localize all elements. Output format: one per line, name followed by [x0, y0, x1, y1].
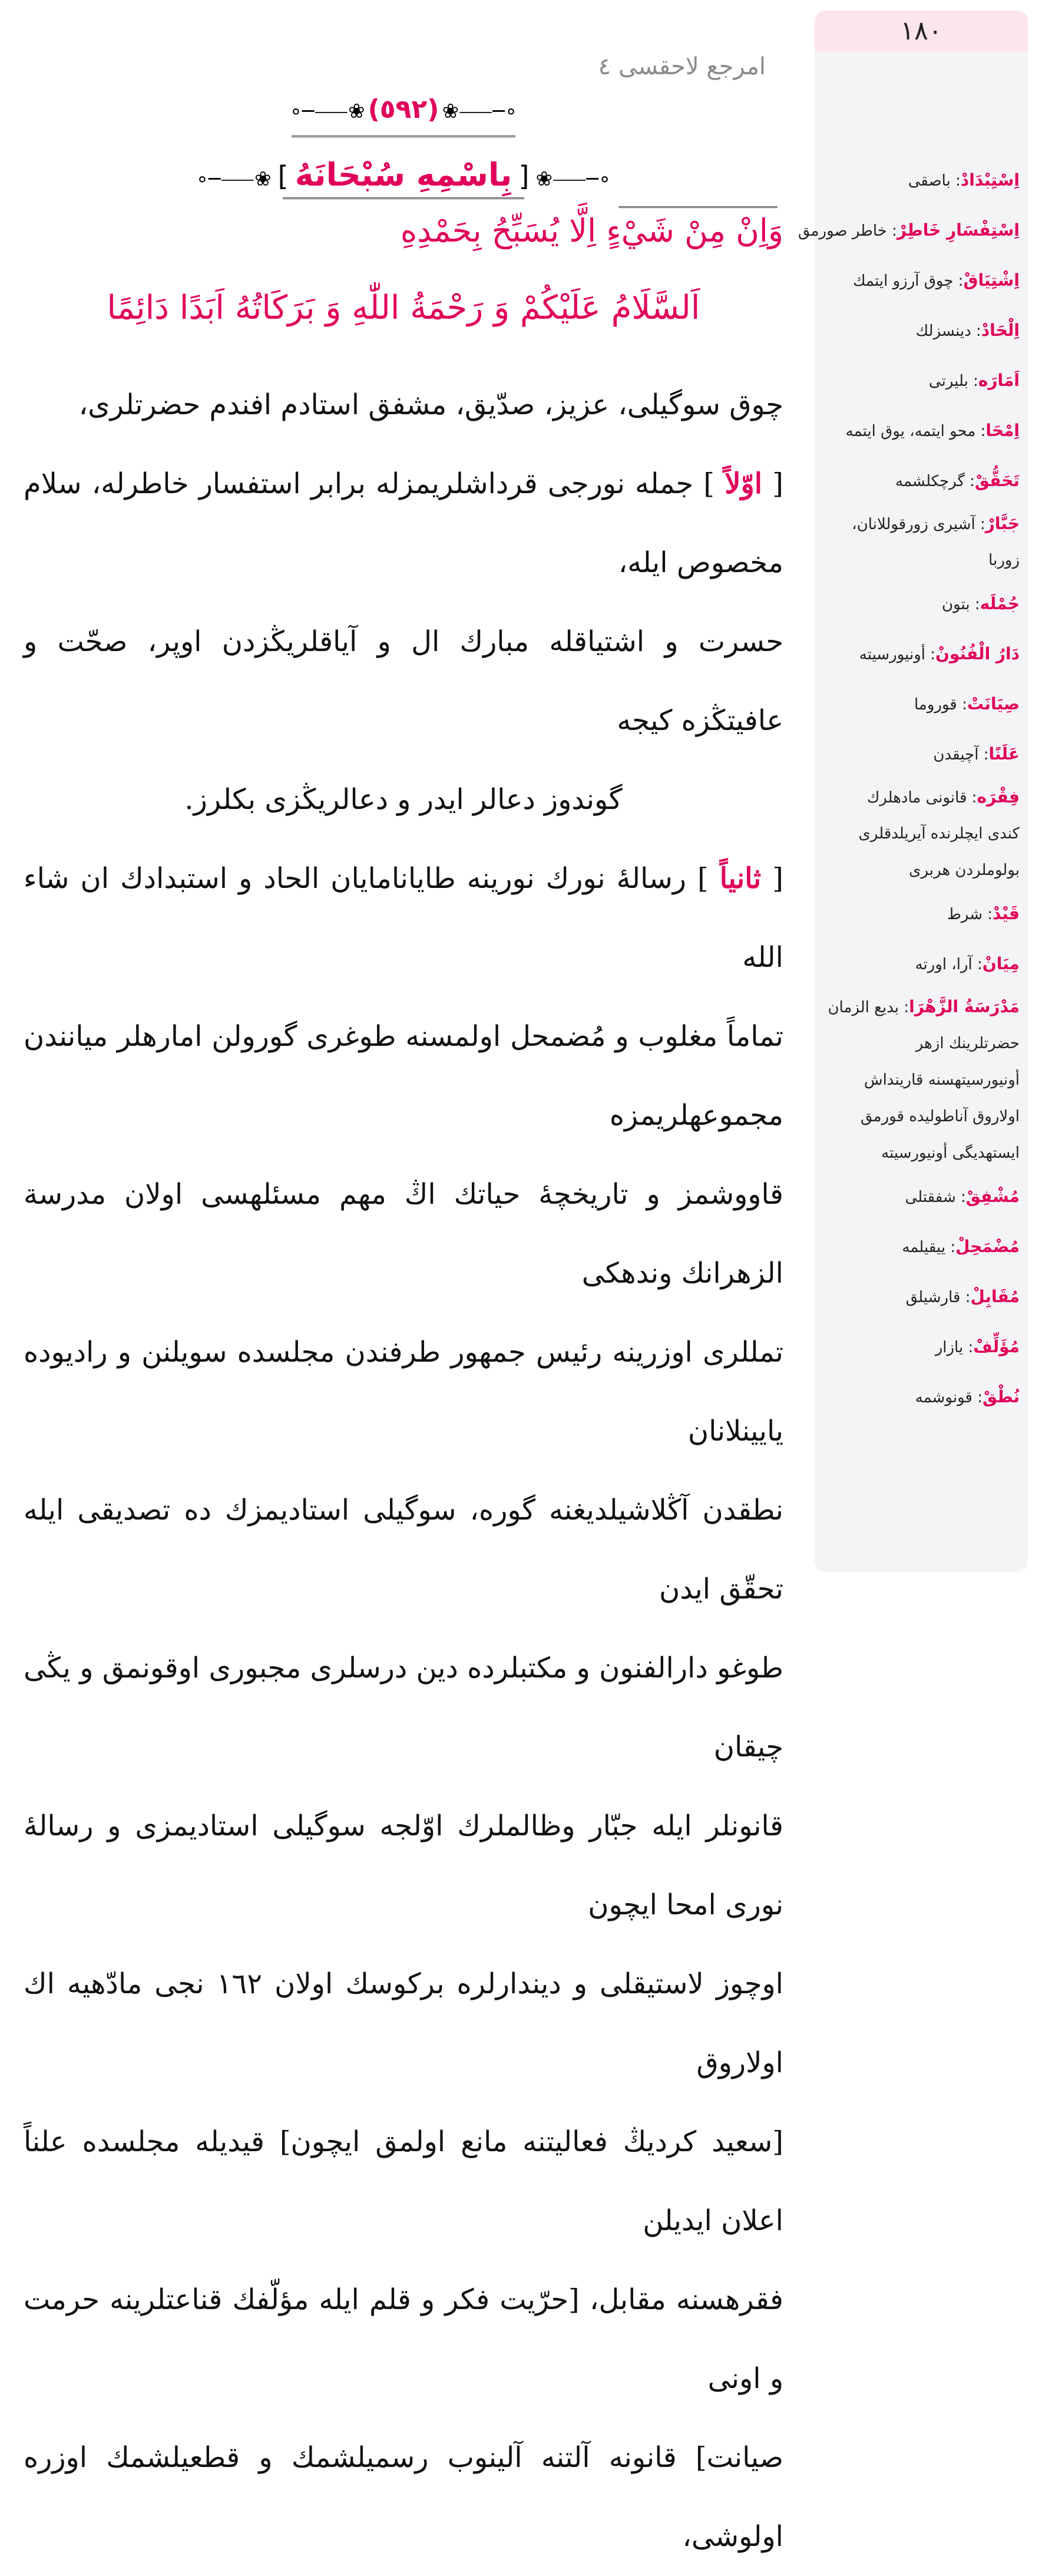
glossary-entry: تَحَقُّقْ: گرچكلشمه	[895, 471, 1020, 490]
body-line-13: [سعيد كرديڭ فعاليتنه مانع اولمق ايچون] قيديله مجلسده علناً اعلان ايديلن	[24, 2125, 783, 2237]
body-line-8: تمللرى اوزرينه رئيس جمهور طرفندن مجلسده سويلنن و راديوده يايينلانان	[24, 1336, 783, 1448]
glossary-continuation: حضرتلرينك ازهر	[915, 1035, 1020, 1052]
glossary-entry: جَبَّارْ: آشيرى زورقوللانان،	[852, 514, 1020, 533]
verse-heading: وَاِنْ مِنْ شَيْءٍ اِلَّا يُسَبِّحُ بِحَمْدِهِ	[400, 212, 783, 249]
second-marker: ثانياً	[719, 862, 762, 895]
glossary-entry: قَيْدْ: شرط	[947, 904, 1020, 923]
body-line-6: تماماً مغلوب و مُضمحل اولمسنه طوغرى گورولن امارهلر ميانندن مجموعهلريمزه	[24, 1020, 783, 1132]
body-line-2: [ اوّلاً ] جمله نورجى قرداشلريمزله برابر استفسار خاطرله، سلام مخصوص ايله،	[24, 467, 783, 579]
glossary-entry: اِمْحَا: محو ايتمه، يوق ايتمه	[845, 421, 1020, 440]
body-line-15: صيانت] قانونه آلتنه آلينوب رسميلشمك و قطعيلشمك اوزره اولوشى،	[24, 2441, 783, 2553]
letter-body	[24, 365, 783, 2576]
body-line-10: طوغو دارالفنون و مكتبلرده دين درسلرى مجبورى اوقونمق و يڭى چيقان	[24, 1652, 783, 1763]
glossary-continuation: كندى ايچلرنده آيريلدقلرى	[858, 825, 1020, 843]
basmala-title: بِاسْمِهِ سُبْحَانَهُ	[295, 156, 512, 193]
body-line-7: قاووشمز و تاريخچهٔ حياتك اڭ مهم مسئلهسى اولان مدرسة الزهرانك وندهكى	[24, 1178, 783, 1290]
glossary-continuation: بولوملردن هربرى	[909, 861, 1020, 879]
glossary-entry: مِيَانْ: آرا، اورته	[915, 954, 1020, 973]
ornament-rule	[283, 197, 524, 199]
glossary-entry: نُطْقْ: قونوشمه	[915, 1387, 1020, 1406]
body-line-4: گوندوز دعالر ايدر و دعالريڭزى بكلرز.	[184, 783, 623, 816]
flourish-ornament-icon: ❀⸺─∘	[196, 167, 272, 191]
glossary-continuation: ايستهديگى أونيورسيته	[881, 1144, 1020, 1162]
glossary-entry: مَدْرَسَةُ الزَّهْرَا: بديع الزمان	[828, 997, 1020, 1016]
glossary-entry: اِشْتِيَاقْ: چوق آرزو ايتمك	[853, 270, 1020, 290]
flourish-ornament-icon: ❀⸺─∘	[289, 100, 365, 123]
glossary-entry: مُقَابِلْ: قارشيلق	[905, 1287, 1020, 1306]
verse-rule	[618, 206, 778, 208]
glossary-entry: اِسْتِفْسَارِ خَاطِرْ: خاطر صورمق	[798, 220, 1020, 240]
body-line-3: حسرت و اشتياقله مبارك ال و آياقلريڭزدن اوپر، صحّت و عافيتڭزه كيجه	[24, 625, 783, 737]
glossary-continuation: اولاروق آناطوليده قورمق	[861, 1108, 1020, 1125]
glossary-entry: اِسْتِبْدَادْ: باصقى	[908, 170, 1020, 190]
glossary-entry: فِقْرَه: قانونى مادهلرك	[866, 787, 1020, 807]
glossary-entry: عَلَنًا: آچيقدن	[933, 744, 1020, 764]
letter-number-ornament	[24, 94, 783, 124]
page-number: ۱۸۰	[815, 11, 1028, 52]
first-marker: اوّلاً	[725, 467, 763, 500]
flourish-ornament-icon: ∘─⸺❀	[442, 100, 518, 123]
basmala-ornament: ∘─⸺❀ [ بِاسْمِهِ سُبْحَانَهُ ] ❀⸺─∘	[196, 156, 611, 193]
glossary-entry: مُشْفِقْ: شفقتلى	[905, 1187, 1020, 1206]
body-line-14: فقرهسنه مقابل، [حرّيت فكر و قلم ايله مؤلّفك قناعتلرينه حرمت و اونى	[24, 2283, 783, 2395]
glossary-continuation: زوربا	[988, 551, 1020, 569]
ornament-rule	[292, 136, 515, 137]
glossary-entry: اِلْحَادْ: دينسزلك	[915, 321, 1020, 340]
glossary-list	[798, 155, 1020, 1422]
cross-reference: امرجع لاحقسی ٤	[598, 53, 766, 80]
glossary-entry: جُمْلَه: بتون	[941, 594, 1020, 613]
glossary-panel	[798, 11, 1028, 1572]
flourish-ornament-icon: ∘─⸺❀	[535, 167, 611, 191]
letter-number: (٥٩٢)	[368, 94, 439, 124]
body-line-1: چوق سوگيلى، عزيز، صدّيق، مشفق استادم افندم حضرتلرى،	[78, 388, 783, 421]
body-line-11: قانونلر ايله جبّار وظالملرك اوّلجه سوگيلى استاديمزى و رسالهٔ نورى امحا ايچون	[24, 1809, 783, 1921]
body-line-5: [ ثانياً ] رسالهٔ نورك نورينه طايانامايان الحاد و استبدادك ان شاء الله	[24, 862, 784, 974]
glossary-entry: مُؤَلِّفْ: يازار	[935, 1337, 1020, 1356]
glossary-entry: صِيَانَتْ: قوروما	[914, 694, 1020, 714]
glossary-entry: اَمَارَه: بليرتى	[928, 371, 1020, 390]
letter-column	[24, 24, 784, 2553]
body-line-12: اوچوز لاستيقلى و ديندارلره بركوسك اولان ١٦٢ نجى مادّهيه اك اولاروق	[24, 1967, 784, 2079]
salutation: اَلسَّلَامُ عَلَيْكُمْ وَ رَحْمَةُ اللّٰهِ وَ بَرَكَاتُهُ اَبَدًا دَائِمًا	[107, 289, 700, 327]
body-line-9: نطقدن آڭلاشيلديغنه گوره، سوگيلى استاديمزك ده تصديقى ايله تحقّق ايدن	[24, 1494, 783, 1606]
glossary-entry: دَارُ الْفُنُونْ: أونيورسيته	[859, 644, 1020, 663]
glossary-entry: مُضْمَحِلْ: ييقيلمه	[902, 1237, 1020, 1256]
glossary-continuation: أونيورسيتهسنه قارينداش	[864, 1071, 1020, 1089]
